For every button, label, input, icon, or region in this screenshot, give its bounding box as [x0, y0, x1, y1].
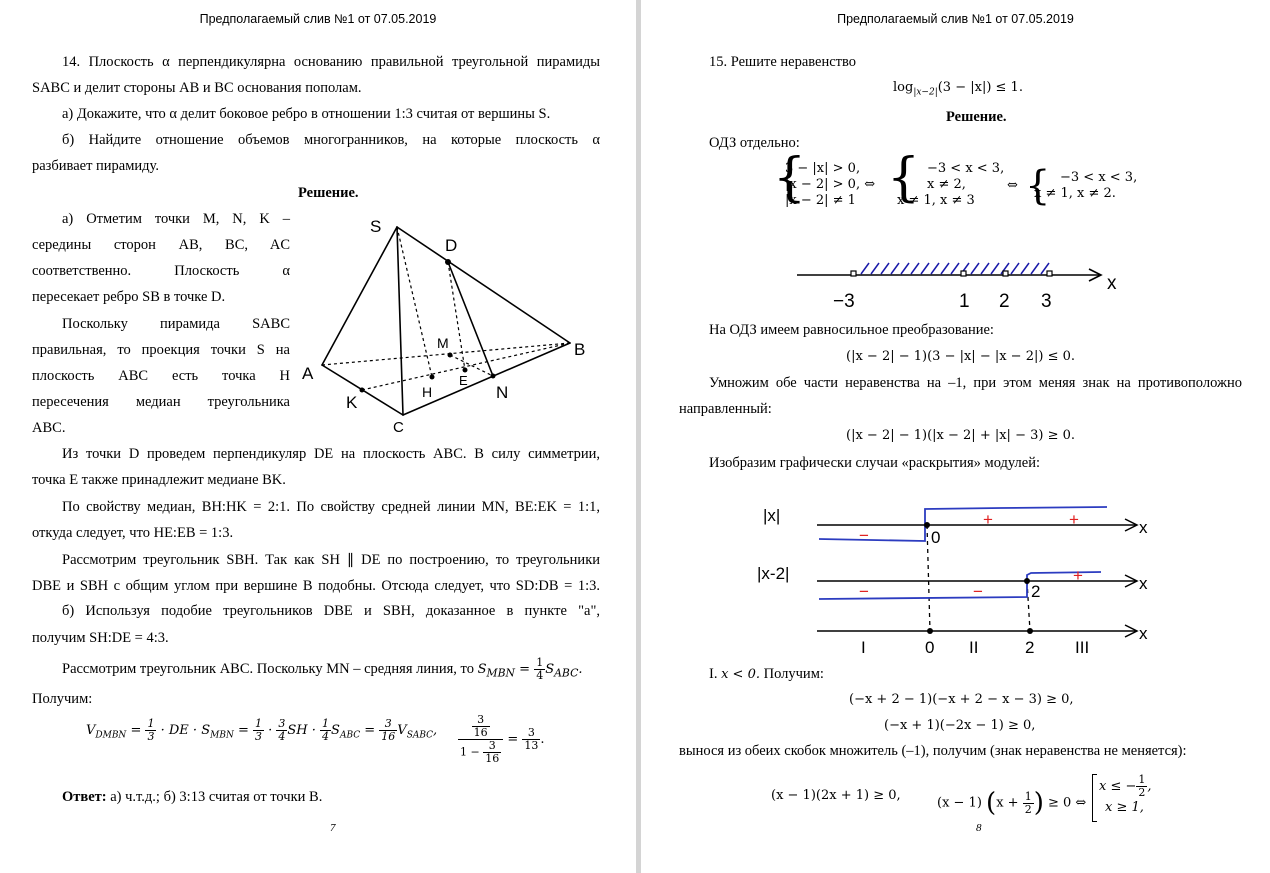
final-system: x ≤ − $\frac{1}{2}$ , x ≥ 1, — [1099, 773, 1152, 815]
para-abc — [62, 656, 583, 687]
axis-x-label: x — [1107, 273, 1117, 294]
poluchim: Получим: — [32, 691, 93, 707]
case-1-formula-2: (−x + 1)(−2x − 1) ≥ 0, — [884, 718, 1036, 733]
solution-line-8: пересечения медиан треугольника — [32, 394, 290, 410]
graph-x-3: x — [1139, 624, 1148, 643]
region-I: I — [861, 638, 866, 657]
sign-plus-1: + — [983, 510, 993, 529]
graph-two-2: 2 — [1025, 638, 1035, 657]
equiv-formula: (|x − 2| − 1)(3 − |x| − |x − 2|) ≤ 0. — [846, 349, 1075, 364]
s-abc-sub: ABC — [554, 666, 579, 680]
problem-line-2: SABC и делит стороны AB и BC основания пополам. — [32, 80, 362, 96]
s-mbn-formula — [477, 662, 516, 680]
s-mbn-sub: MBN — [486, 666, 516, 680]
log-base: |x−2| — [913, 87, 938, 98]
graph-zero-2: 0 — [925, 638, 935, 657]
solution-line-9: ABC. — [32, 420, 66, 436]
multiply-line-1: Умножим обе части неравенства на –1, при этом меняя знак на противоположно — [709, 375, 1242, 391]
region-II: II — [969, 638, 979, 657]
final-formula-2: (x − 1) (x + $\frac{1}{2}$ ) ≥ 0 ⇔ — [937, 788, 1087, 818]
tick-2: 2 — [999, 291, 1010, 312]
final-f2-rel: ≥ 0 ⇔ — [1048, 795, 1087, 811]
case-1-formula-1: (−x + 2 − 1)(−x + 2 − x − 3) ≥ 0, — [849, 692, 1074, 707]
answer-text: а) ч.т.д.; б) 3:13 считая от точки B. — [110, 789, 323, 805]
label-E: E — [459, 373, 468, 388]
odz-arrow: ⇔ — [1007, 178, 1018, 193]
solution-line-2: середины сторон AB, BC, AC — [32, 237, 290, 253]
sign-minus-3: − — [973, 582, 983, 601]
sign-plus-2: + — [1069, 510, 1079, 529]
solution-heading: Решение. — [946, 109, 1007, 125]
solution-heading: Решение. — [298, 185, 359, 201]
set-bracket — [1092, 774, 1097, 822]
graph-two-1: 2 — [1031, 582, 1041, 601]
odz-sys1-row2: |x − 2| > 0, ⇔ — [785, 177, 876, 192]
label-H: H — [422, 384, 433, 400]
brace-3: { — [1025, 163, 1051, 209]
odz-system-3 — [1034, 170, 1137, 202]
para-median-1: По свойству медиан, BH:HK = 2:1. По свойству средней линии MN, BE:EK = 1:1, — [62, 499, 600, 515]
para-de-1: Из точки D проведем перпендикуляр DE на плоскость ABC. В силу симметрии, — [62, 446, 600, 462]
para-de-2: точка E также принадлежит медиане BK. — [32, 472, 286, 488]
solution-line-6: правильная, то проекция точки S на — [32, 342, 290, 358]
label-K: K — [346, 393, 358, 412]
modulus-diagram — [751, 495, 1171, 665]
label-S: S — [370, 217, 382, 236]
graph-text: Изобразим графически случаи «раскрытия» модулей: — [709, 455, 1041, 471]
s-symbol: S — [477, 662, 487, 677]
multiply-formula: (|x − 2| − 1)(|x − 2| + |x| − 3) ≥ 0. — [846, 428, 1075, 443]
tick-minus-3: −3 — [833, 291, 855, 312]
final-sys-row1: x ≤ − — [1099, 779, 1137, 794]
page-header: Предполагаемый слив №1 от 07.05.2019 — [837, 12, 1074, 26]
para-b-2: получим SH:DE = 4:3. — [32, 630, 169, 646]
sign-minus-1: − — [859, 526, 869, 545]
equiv-text: На ОДЗ имеем равносильное преобразование: — [709, 322, 994, 338]
log-argument: (3 − |x|) ≤ 1. — [937, 80, 1023, 95]
pyramid-figure — [300, 205, 600, 440]
odz-sys1-row1: 3 − |x| > 0, — [785, 161, 861, 176]
factor-text: вынося из обеих скобок множитель (–1), получим (знак неравенства не меняется): — [679, 743, 1187, 759]
region-III: III — [1075, 638, 1090, 657]
log-symbol: log — [893, 80, 914, 95]
label-A: A — [302, 364, 314, 383]
problem-part-b-1: б) Найдите отношение объемов многогранников, на которые плоскость α — [62, 132, 600, 148]
odz-sys2-row1: −3 < x < 3, — [927, 161, 1005, 176]
odz-sys2-row2: x ≠ 2, — [927, 177, 966, 192]
odz-system-1 — [785, 161, 875, 209]
sign-plus-3: + — [1073, 566, 1083, 585]
odz-label: ОДЗ отдельно: — [709, 135, 800, 151]
para-median-2: откуда следует, что HE:EB = 1:3. — [32, 525, 234, 541]
final-formula-1: (x − 1)(2x + 1) ≥ 0, — [771, 788, 901, 803]
problem-line-1: 14. Плоскость α перпендикулярна основанию правильной треугольной пирамиды — [62, 54, 600, 70]
final-sys-row2: x ≥ 1, — [1105, 800, 1144, 815]
para-b-1: б) Используя подобие треугольников DBE и SBH, доказанное в пункте "а", — [62, 603, 600, 619]
solution-line-7: плоскость ABC есть точка H — [32, 368, 290, 384]
case-1-text: Получим: — [763, 666, 824, 682]
case-1-numeral: I. — [709, 666, 718, 682]
para-abc-text: Рассмотрим треугольник ABC. Поскольку MN – средняя линия, то — [62, 661, 474, 677]
abs-x-label: |x| — [763, 506, 781, 525]
solution-line-1: а) Отметим точки M, N, K – — [62, 211, 290, 227]
odz-sys1-row3: |x − 2| ≠ 1 — [785, 193, 856, 208]
graph-x-2: x — [1139, 574, 1148, 593]
page-header: Предполагаемый слив №1 от 07.05.2019 — [199, 12, 437, 26]
solution-line-4: пересекает ребро SB в точке D. — [32, 289, 226, 305]
final-f2-factor: (x − 1) — [937, 795, 982, 811]
multiply-line-2: направленный: — [679, 401, 772, 417]
para-sbh-2: DBE и SBH с общим углом при вершине B подобны. Отсюда следует, что SD:DB = 1:3. — [32, 578, 600, 594]
tick-1: 1 — [959, 291, 970, 312]
odz-number-line — [789, 255, 1129, 315]
brace-2: { — [887, 148, 921, 208]
label-M: M — [437, 335, 449, 351]
sign-minus-2: − — [859, 582, 869, 601]
brace-1: { — [773, 148, 807, 208]
page-number: 8 — [976, 822, 982, 834]
equals-quarter: = $\frac{1}{4}$ — [515, 656, 544, 682]
volume-formula: $V_{DMBN}$ = $\frac{1}{3}$ · DE · $S_{MBN}$ = $\frac{1}{3}$ · $\frac{3}{4}$ SH · $\frac{1}{4}$ $S_{ABC}$ = $\frac{3}{16}$ $V_{SABC}$, — [86, 717, 438, 743]
page-8 — [641, 0, 1270, 873]
tick-3: 3 — [1041, 291, 1052, 312]
problem-part-a: а) Докажите, что α делит боковое ребро в отношении 1:3 считая от вершины S. — [62, 106, 551, 122]
answer — [62, 784, 322, 810]
odz-sys3-row2: x ≠ 1, x ≠ 2. — [1034, 186, 1116, 201]
label-N: N — [496, 383, 509, 402]
graph-x-1: x — [1139, 518, 1148, 537]
answer-label: Ответ: — [62, 789, 107, 805]
odz-sys3-row1: −3 < x < 3, — [1060, 170, 1138, 185]
solution-line-3: соответственно. Плоскость α — [32, 263, 290, 279]
abs-x-minus-2-label: |x-2| — [757, 564, 790, 583]
case-1-condition: x < 0. — [721, 667, 760, 682]
solution-line-5: Поскольку пирамида SABC — [62, 316, 290, 332]
para-sbh-1: Рассмотрим треугольник SBH. Так как SH ∥ DE по построению, то треугольники — [62, 552, 600, 568]
label-C: C — [393, 419, 404, 436]
label-B: B — [574, 340, 586, 359]
problem-title: 15. Решите неравенство — [709, 54, 856, 70]
ratio-formula: $\frac{3}{16}$ 1 − $\frac{3}{16}$ = $\frac{3}{13}$ . — [460, 713, 545, 765]
case-1-line — [709, 661, 824, 688]
problem-part-b-2: разбивает пирамиду. — [32, 158, 159, 174]
label-D: D — [445, 236, 458, 255]
main-inequality — [893, 80, 1023, 98]
s-abc-formula: $S_{ABC}$. — [545, 662, 583, 680]
odz-system-2 — [897, 161, 1004, 209]
page-number: 7 — [330, 822, 336, 834]
odz-sys2-row3: x ≠ 1, x ≠ 3 — [897, 193, 975, 208]
graph-zero-1: 0 — [931, 528, 941, 547]
